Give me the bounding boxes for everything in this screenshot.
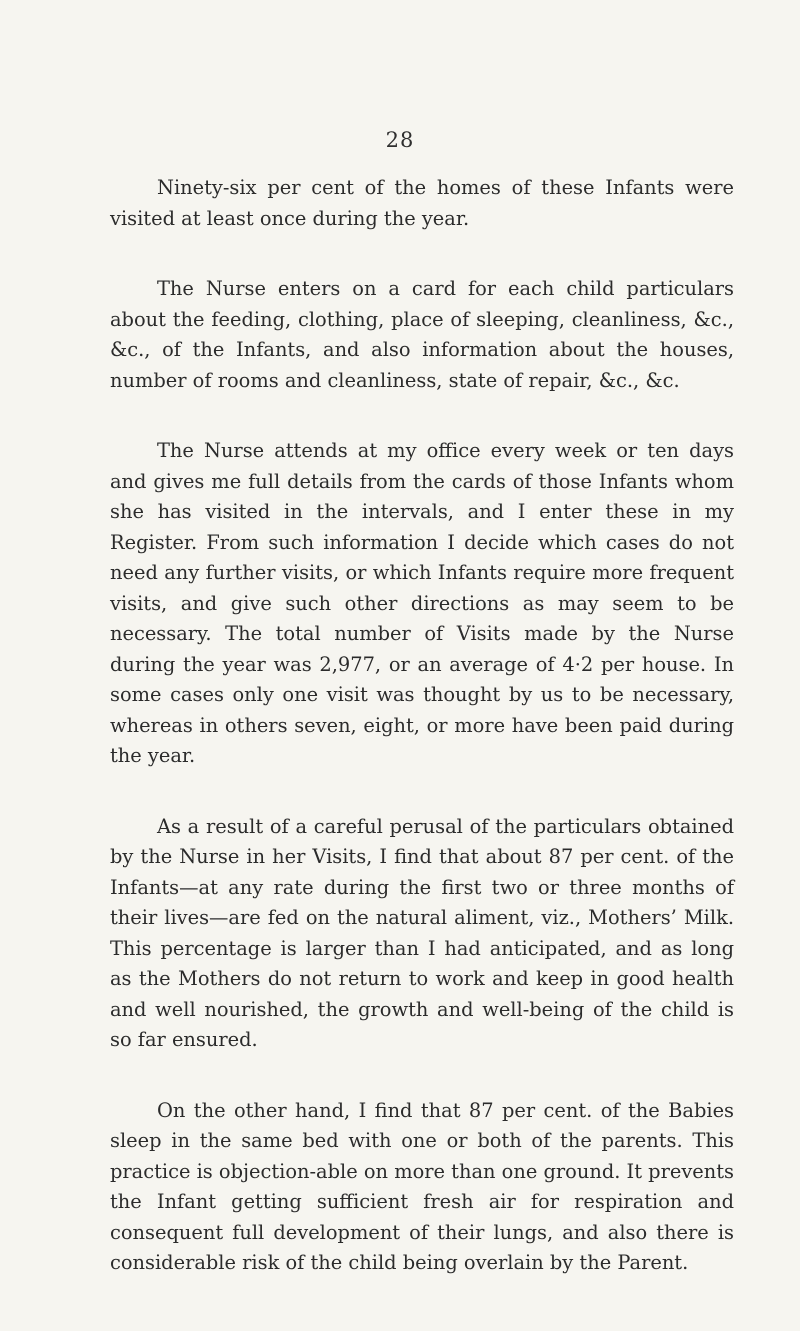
paragraph-office-register: The Nurse attends at my office every week or ten days and gives me full details from the cards of those Infants whom she has visited in the intervals, and I enter these in my Register. From such information I decide which cases do not need any further visits, or which Infants require more frequent visits, and give such other directions as may seem to be necessary. The total number of Visits made by the Nurse during the year was 2,977, or an average of 4·2 per house. In some cases only one visit was thought by us to be necessary, whereas in others seven, eight, or more have been paid during the year. [110,439,734,767]
paragraph-sleeping-practice: On the other hand, I find that 87 per cent. of the Babies sleep in the same bed with one or both of the parents. This practice is objection-able on more than one ground. It prevents the Infant getting sufficient fresh air for respiration and consequent full development of their lungs, and also there is considerable risk of the child being overlain by the Parent. [110,1098,734,1274]
paragraph-home-visits: Ninety-six per cent of the homes of these Infants were visited at least once during the year. [110,176,734,230]
paragraph-feeding-results: As a result of a careful perusal of the particulars obtained by the Nurse in her Visits, I find that about 87 per cent. of the Infants—at any rate during the first two or three months of their lives—are fed on the natural aliment, viz., Mothers’ Milk. This percentage is larger than I had anticipated, and as long as the Mothers do not return to work and keep in good health and well nourished, the growth and well-being of the child is so far ensured. [110,814,734,1051]
page-number: 28 [385,128,415,152]
document-body [110,173,734,1319]
paragraph-nurse-card: The Nurse enters on a card for each child particulars about the feeding, clothing, place of sleeping, cleanliness, &c., &c., of the Infants, and also information about the houses, number of rooms and cleanliness, state of repair, &c., &c. [110,277,734,392]
